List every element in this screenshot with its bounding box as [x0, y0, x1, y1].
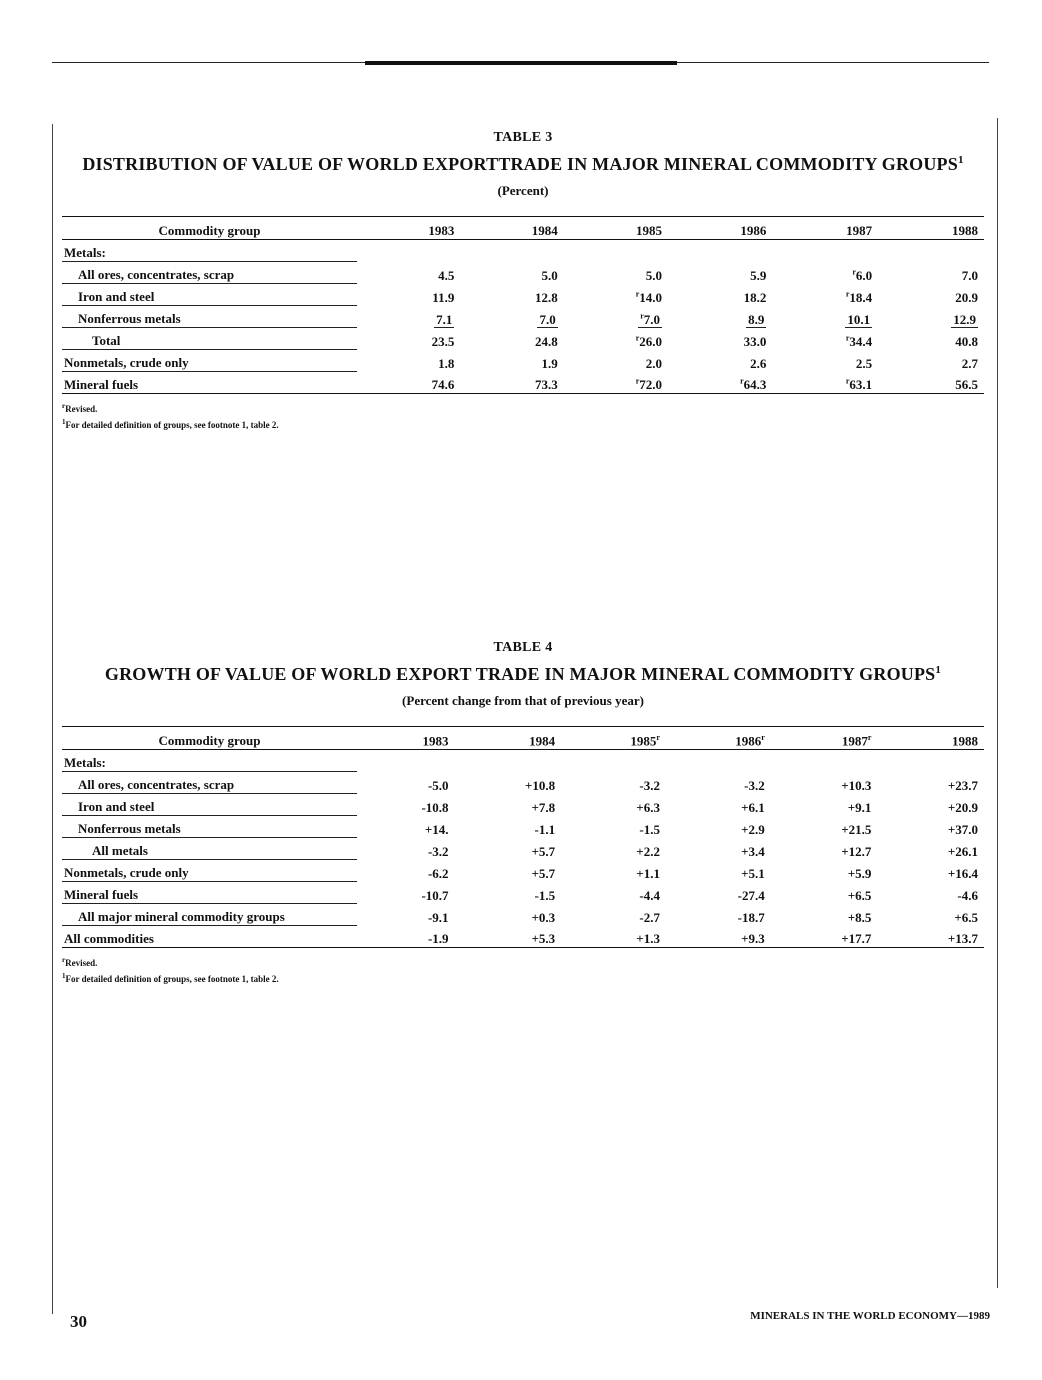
row-label: Mineral fuels	[62, 882, 357, 904]
running-footer-title: MINERALS IN THE WORLD ECONOMY—1989	[750, 1310, 990, 1322]
header-row	[62, 217, 984, 240]
column-header-group: Commodity group	[62, 217, 357, 240]
cell-value: +12.7	[841, 843, 872, 859]
cell-value: 1.8	[438, 355, 455, 371]
footnote: $^1$For detailed definition of groups, see footnote 1, table 2.	[62, 418, 279, 430]
cell-value: -5.0	[427, 777, 449, 793]
cell-value	[771, 750, 878, 772]
cell-value: -3.2	[639, 777, 660, 793]
cell-value: 2.6	[750, 355, 767, 371]
column-header-year: 1988	[877, 727, 984, 750]
cell-value: +1.1	[636, 865, 660, 881]
cell-value: 18.2	[743, 289, 767, 305]
row-label: Metals:	[62, 750, 357, 772]
title-footnote-mark: 1	[957, 154, 964, 166]
row-label: All major mineral commodity groups	[62, 904, 357, 926]
page-number: 30	[70, 1312, 87, 1331]
cell-value: -1.1	[534, 821, 556, 837]
footnote: $^r$Revised.	[62, 402, 98, 414]
cell-value: 33.0	[743, 333, 767, 349]
cell-value: -3.2	[744, 777, 765, 793]
cell-value: -3.2	[427, 843, 449, 859]
column-header-year: 1983	[357, 727, 455, 750]
row-label: Total	[62, 328, 357, 350]
cell-value: $^r$26.0	[635, 333, 663, 349]
cell-value: 73.3	[460, 372, 563, 394]
cell-value: +3.4	[741, 843, 765, 859]
column-header-year: 1987	[772, 217, 878, 240]
row-label: Iron and steel	[62, 794, 357, 816]
table-row	[62, 772, 984, 794]
row-label: All ores, concentrates, scrap	[62, 772, 357, 794]
table-row	[62, 240, 984, 262]
cell-value: 5.0	[645, 267, 663, 283]
column-header-year: 1985$^r$	[561, 727, 666, 750]
row-label: Metals:	[62, 240, 357, 262]
cell-value: $^r$7.0	[640, 311, 661, 327]
cell-value: $^r$72.0	[564, 372, 668, 394]
cell-value: 10.1	[847, 311, 871, 327]
table-row	[62, 816, 984, 838]
cell-value: 24.8	[534, 333, 558, 349]
cell-value: 7.0	[961, 267, 978, 283]
cell-value: +6.5	[954, 909, 978, 925]
cell-value: +5.7	[531, 843, 556, 859]
cell-value: -2.7	[639, 909, 660, 925]
cell-value: 1.9	[541, 355, 558, 371]
cell-value	[772, 240, 878, 262]
cell-value	[878, 240, 984, 262]
data-table	[62, 216, 984, 394]
table-footnotes	[62, 400, 984, 432]
cell-value: $^r$6.0	[852, 267, 873, 283]
cell-value: 74.6	[357, 372, 460, 394]
cell-value: -4.4	[639, 887, 660, 903]
row-label: All commodities	[62, 926, 357, 948]
footnote: $^1$For detailed definition of groups, see footnote 1, table 2.	[62, 972, 279, 984]
cell-value: $^r$34.4	[845, 333, 873, 349]
column-header-year: 1985	[564, 217, 668, 240]
row-label: Iron and steel	[62, 284, 357, 306]
cell-value: +0.3	[531, 909, 556, 925]
cell-value: 8.9	[748, 311, 765, 327]
table-row	[62, 926, 984, 948]
cell-value: +16.4	[947, 865, 978, 881]
cell-value: +23.7	[947, 777, 978, 793]
cell-value: +5.9	[847, 865, 872, 881]
table-row	[62, 882, 984, 904]
cell-value: -10.8	[421, 799, 449, 815]
cell-value: +26.1	[947, 843, 978, 859]
cell-value	[666, 750, 771, 772]
cell-value: +6.5	[847, 887, 872, 903]
cell-value: +1.3	[561, 926, 666, 948]
cell-value: -4.6	[957, 887, 978, 903]
cell-value	[668, 240, 772, 262]
column-header-year: 1984	[455, 727, 562, 750]
column-header-year: 1986$^r$	[666, 727, 771, 750]
row-label: Nonmetals, crude only	[62, 350, 357, 372]
table-row	[62, 262, 984, 284]
cell-value: 5.9	[750, 267, 767, 283]
table-row	[62, 328, 984, 350]
row-label: All ores, concentrates, scrap	[62, 262, 357, 284]
cell-value	[877, 750, 984, 772]
table-body	[62, 240, 984, 394]
table-row	[62, 372, 984, 394]
cell-value: +17.7	[771, 926, 878, 948]
table-label: TABLE 3	[493, 130, 553, 145]
cell-value: +6.1	[741, 799, 765, 815]
row-label: Mineral fuels	[62, 372, 357, 394]
cell-value: -10.7	[421, 887, 449, 903]
cell-value	[357, 240, 460, 262]
footnote: $^r$Revised.	[62, 956, 98, 968]
cell-value: +5.7	[531, 865, 556, 881]
cell-value: +6.3	[636, 799, 660, 815]
cell-value: 11.9	[432, 289, 455, 305]
cell-value: -1.9	[357, 926, 455, 948]
cell-value: 2.0	[645, 355, 663, 371]
column-header-year: 1988	[878, 217, 984, 240]
cell-value: +5.3	[455, 926, 562, 948]
cell-value: -1.5	[534, 887, 556, 903]
cell-value: +37.0	[947, 821, 978, 837]
table-row	[62, 838, 984, 860]
title-footnote-mark: 1	[935, 664, 942, 676]
cell-value: +20.9	[947, 799, 978, 815]
table-4	[62, 640, 984, 986]
data-table	[62, 726, 984, 948]
cell-value: -1.5	[639, 821, 660, 837]
cell-value: +9.1	[847, 799, 872, 815]
cell-value: -27.4	[737, 887, 765, 903]
table-title: GROWTH OF VALUE OF WORLD EXPORT TRADE IN MAJOR MINERAL COMMODITY GROUPS$^1$	[104, 664, 942, 684]
row-label: Nonferrous metals	[62, 816, 357, 838]
cell-value	[561, 750, 666, 772]
cell-value: $^r$14.0	[635, 289, 663, 305]
column-header-group: Commodity group	[62, 727, 357, 750]
cell-value: $^r$63.1	[772, 372, 878, 394]
cell-value: 56.5	[878, 372, 984, 394]
table-row	[62, 750, 984, 772]
cell-value: +10.3	[841, 777, 872, 793]
cell-value: +13.7	[877, 926, 984, 948]
column-header-year: 1983	[357, 217, 460, 240]
cell-value	[455, 750, 562, 772]
row-label: Nonmetals, crude only	[62, 860, 357, 882]
column-header-year: 1984	[460, 217, 563, 240]
cell-value: +2.2	[636, 843, 660, 859]
top-rule-accent	[365, 61, 677, 65]
cell-value: 23.5	[431, 333, 455, 349]
table-row	[62, 284, 984, 306]
cell-value: 7.1	[436, 311, 453, 327]
cell-value: 7.0	[539, 311, 556, 327]
column-header-year: 1987$^r$	[771, 727, 878, 750]
cell-value: -18.7	[737, 909, 765, 925]
cell-value: +21.5	[841, 821, 872, 837]
cell-value: +10.8	[524, 777, 556, 793]
cell-value: 2.7	[961, 355, 978, 371]
table-label: TABLE 4	[493, 640, 553, 655]
cell-value: -9.1	[427, 909, 449, 925]
cell-value: $^r$18.4	[845, 289, 873, 305]
cell-value: $^r$64.3	[668, 372, 772, 394]
cell-value: 4.5	[438, 267, 455, 283]
cell-value: +7.8	[531, 799, 556, 815]
cell-value	[460, 240, 563, 262]
table-body	[62, 750, 984, 948]
table-row	[62, 794, 984, 816]
cell-value: -6.2	[427, 865, 449, 881]
table-unit: (Percent)	[497, 183, 549, 198]
cell-value	[357, 750, 455, 772]
header-row	[62, 727, 984, 750]
cell-value: 12.9	[953, 311, 976, 327]
cell-value: 5.0	[541, 267, 558, 283]
cell-value: 40.8	[955, 333, 978, 349]
cell-value: +8.5	[847, 909, 872, 925]
cell-value: 2.5	[855, 355, 873, 371]
cell-value: 20.9	[955, 289, 978, 305]
column-header-year: 1986	[668, 217, 772, 240]
table-row	[62, 350, 984, 372]
table-row	[62, 306, 984, 328]
table-row	[62, 904, 984, 926]
cell-value: 12.8	[534, 289, 558, 305]
cell-value	[564, 240, 668, 262]
row-label: All metals	[62, 838, 357, 860]
table-3	[62, 130, 984, 432]
table-row	[62, 860, 984, 882]
cell-value: +5.1	[741, 865, 765, 881]
cell-value: +14.	[424, 821, 449, 837]
table-title: DISTRIBUTION OF VALUE OF WORLD EXPORTTRADE IN MAJOR MINERAL COMMODITY GROUPS$^1$	[82, 154, 964, 174]
table-footnotes	[62, 954, 984, 986]
table-unit: (Percent change from that of previous year)	[402, 693, 644, 708]
right-margin-rule	[997, 118, 998, 1288]
row-label: Nonferrous metals	[62, 306, 357, 328]
cell-value: +9.3	[666, 926, 771, 948]
left-margin-rule	[52, 124, 53, 1314]
cell-value: +2.9	[741, 821, 765, 837]
